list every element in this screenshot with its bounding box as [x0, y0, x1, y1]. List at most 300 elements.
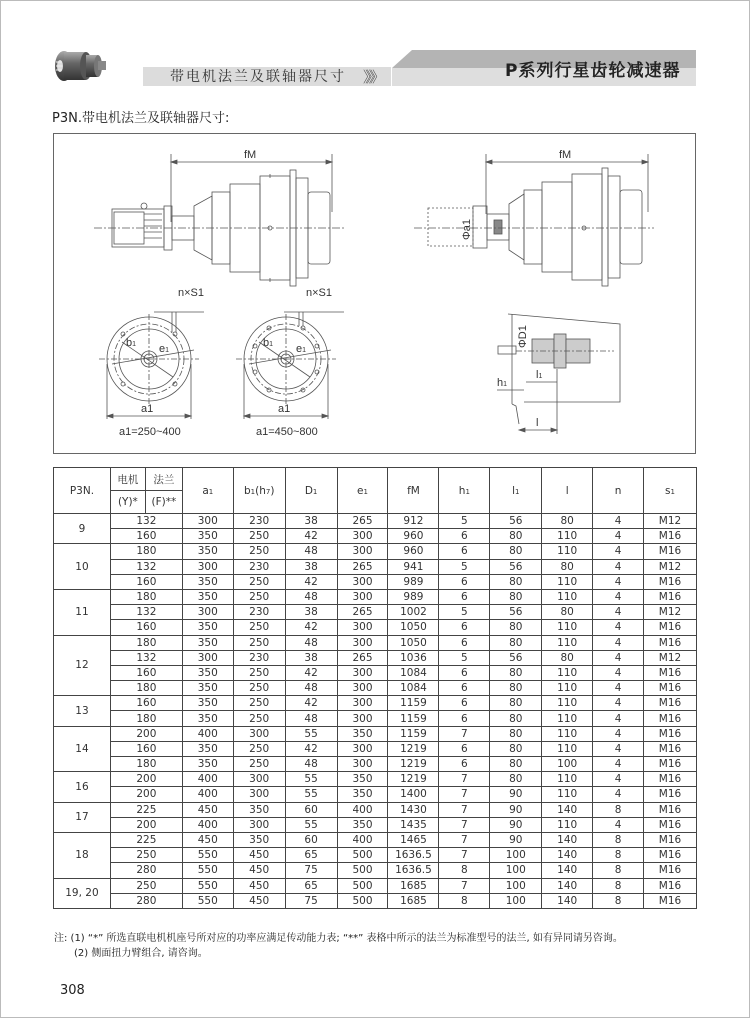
table-row: [54, 848, 697, 863]
value-cell: 350: [182, 589, 233, 604]
table-row: [54, 772, 697, 787]
b1-label-2: b1: [263, 337, 274, 349]
value-cell: 48: [285, 681, 337, 696]
value-cell: 42: [285, 620, 337, 635]
value-cell: 6: [439, 681, 490, 696]
value-cell: 5: [439, 514, 490, 529]
value-cell: 6: [439, 544, 490, 559]
value-cell: 4: [593, 757, 644, 772]
value-cell: 350: [337, 787, 388, 802]
motor-frame-cell: 225: [110, 832, 182, 847]
l1-label: l1: [536, 369, 543, 381]
header-e1: e1: [337, 468, 388, 514]
value-cell: 110: [542, 741, 593, 756]
value-cell: 80: [490, 681, 542, 696]
table-row: [54, 529, 697, 544]
value-cell: 60: [285, 832, 337, 847]
motor-frame-cell: 200: [110, 772, 182, 787]
value-cell: 75: [285, 863, 337, 878]
size-cell: 19, 20: [54, 878, 111, 908]
value-cell: 110: [542, 529, 593, 544]
value-cell: 350: [233, 832, 285, 847]
nxS1-label: n×S1: [178, 287, 204, 299]
value-cell: 4: [593, 574, 644, 589]
value-cell: 265: [337, 650, 388, 665]
value-cell: 500: [337, 848, 388, 863]
value-cell: 230: [233, 605, 285, 620]
table-row: [54, 559, 697, 574]
value-cell: 1159: [388, 711, 439, 726]
table-row: [54, 878, 697, 893]
size-cell: 17: [54, 802, 111, 832]
value-cell: 80: [490, 544, 542, 559]
value-cell: 550: [182, 848, 233, 863]
motor-frame-cell: 180: [110, 635, 182, 650]
planetary-gearbox-icon: [50, 44, 112, 86]
value-cell: 7: [439, 726, 490, 741]
value-cell: 5: [439, 559, 490, 574]
value-cell: 250: [233, 681, 285, 696]
range-large-label: a1=450~800: [256, 426, 318, 438]
h1-label: h1: [497, 377, 508, 389]
motor-frame-cell: 280: [110, 893, 182, 908]
motor-frame-cell: 180: [110, 711, 182, 726]
value-cell: 90: [490, 832, 542, 847]
value-cell: 80: [490, 529, 542, 544]
value-cell: 100: [490, 863, 542, 878]
table-row: [54, 574, 697, 589]
header-h1: h1: [439, 468, 490, 514]
value-cell: M16: [644, 787, 697, 802]
value-cell: 4: [593, 620, 644, 635]
value-cell: 450: [233, 878, 285, 893]
value-cell: 80: [490, 726, 542, 741]
value-cell: 48: [285, 711, 337, 726]
value-cell: M12: [644, 559, 697, 574]
value-cell: 110: [542, 635, 593, 650]
page-subtitle: P3N.带电机法兰及联轴器尺寸:: [52, 111, 230, 126]
value-cell: M16: [644, 620, 697, 635]
value-cell: 56: [490, 514, 542, 529]
value-cell: 350: [182, 711, 233, 726]
value-cell: 8: [593, 893, 644, 908]
size-cell: 16: [54, 772, 111, 802]
value-cell: 4: [593, 681, 644, 696]
gearbox-without-motor-drawing: [414, 149, 654, 286]
value-cell: 230: [233, 559, 285, 574]
motor-frame-cell: 160: [110, 696, 182, 711]
value-cell: 6: [439, 665, 490, 680]
value-cell: 6: [439, 620, 490, 635]
value-cell: 960: [388, 529, 439, 544]
header-b1: b1(h7): [233, 468, 285, 514]
value-cell: 265: [337, 559, 388, 574]
value-cell: 250: [233, 665, 285, 680]
value-cell: 4: [593, 665, 644, 680]
value-cell: 1050: [388, 635, 439, 650]
value-cell: M16: [644, 802, 697, 817]
value-cell: 400: [337, 802, 388, 817]
value-cell: 1636.5: [388, 848, 439, 863]
table-row: [54, 620, 697, 635]
motor-frame-cell: 200: [110, 787, 182, 802]
value-cell: 42: [285, 529, 337, 544]
motor-frame-cell: 280: [110, 863, 182, 878]
value-cell: 80: [490, 574, 542, 589]
value-cell: 48: [285, 544, 337, 559]
b1-label: b1: [126, 337, 137, 349]
value-cell: 110: [542, 681, 593, 696]
motor-frame-cell: 180: [110, 757, 182, 772]
value-cell: 300: [337, 589, 388, 604]
series-title: P系列行星齿轮减速器: [505, 61, 681, 81]
table-row: [54, 802, 697, 817]
value-cell: 1002: [388, 605, 439, 620]
motor-frame-cell: 180: [110, 681, 182, 696]
value-cell: 140: [542, 893, 593, 908]
value-cell: 110: [542, 787, 593, 802]
value-cell: 38: [285, 514, 337, 529]
e1-label: e1: [159, 343, 170, 355]
value-cell: M16: [644, 848, 697, 863]
coupling-section-drawing: [497, 314, 620, 434]
value-cell: 80: [542, 514, 593, 529]
table-header-row: [54, 468, 697, 491]
value-cell: M16: [644, 589, 697, 604]
value-cell: 80: [490, 757, 542, 772]
value-cell: M16: [644, 574, 697, 589]
value-cell: 7: [439, 802, 490, 817]
value-cell: 250: [233, 635, 285, 650]
value-cell: 265: [337, 514, 388, 529]
header-p3n: P3N.: [54, 468, 111, 514]
value-cell: 1159: [388, 696, 439, 711]
flange-view-large: [236, 287, 344, 438]
value-cell: 110: [542, 589, 593, 604]
value-cell: 250: [233, 757, 285, 772]
value-cell: 140: [542, 878, 593, 893]
table-row: [54, 650, 697, 665]
value-cell: 230: [233, 650, 285, 665]
value-cell: 1036: [388, 650, 439, 665]
note-2: (2) 侧面扭力臂组合, 请咨询。: [74, 948, 208, 959]
value-cell: 65: [285, 878, 337, 893]
table-row: [54, 514, 697, 529]
value-cell: 100: [542, 757, 593, 772]
value-cell: 140: [542, 848, 593, 863]
motor-frame-cell: 132: [110, 650, 182, 665]
value-cell: 7: [439, 817, 490, 832]
value-cell: 110: [542, 620, 593, 635]
value-cell: 38: [285, 559, 337, 574]
value-cell: 4: [593, 787, 644, 802]
table-row: [54, 757, 697, 772]
value-cell: 450: [182, 832, 233, 847]
value-cell: 300: [337, 757, 388, 772]
value-cell: M16: [644, 893, 697, 908]
value-cell: 4: [593, 544, 644, 559]
value-cell: 550: [182, 878, 233, 893]
value-cell: 7: [439, 832, 490, 847]
motor-frame-cell: 132: [110, 559, 182, 574]
value-cell: 5: [439, 605, 490, 620]
value-cell: 400: [337, 832, 388, 847]
value-cell: 350: [182, 681, 233, 696]
value-cell: 1084: [388, 665, 439, 680]
value-cell: 250: [233, 711, 285, 726]
value-cell: 250: [233, 741, 285, 756]
value-cell: 300: [337, 741, 388, 756]
value-cell: 4: [593, 772, 644, 787]
value-cell: 8: [593, 878, 644, 893]
value-cell: 6: [439, 711, 490, 726]
value-cell: 300: [337, 681, 388, 696]
value-cell: M16: [644, 863, 697, 878]
value-cell: 80: [490, 772, 542, 787]
size-cell: 13: [54, 696, 111, 726]
header-D1: D1: [285, 468, 337, 514]
value-cell: 140: [542, 802, 593, 817]
header-motor-top: 电机: [117, 473, 139, 486]
motor-frame-cell: 225: [110, 802, 182, 817]
value-cell: 80: [490, 741, 542, 756]
nxS1-label-2: n×S1: [306, 287, 332, 299]
motor-frame-cell: 250: [110, 878, 182, 893]
value-cell: 48: [285, 589, 337, 604]
value-cell: 100: [490, 848, 542, 863]
value-cell: 6: [439, 696, 490, 711]
value-cell: 912: [388, 514, 439, 529]
value-cell: 250: [233, 696, 285, 711]
value-cell: M12: [644, 514, 697, 529]
value-cell: 4: [593, 711, 644, 726]
value-cell: 56: [490, 605, 542, 620]
value-cell: M16: [644, 711, 697, 726]
value-cell: 48: [285, 757, 337, 772]
header-motor-bottom: (Y)*: [110, 491, 145, 514]
value-cell: 350: [182, 757, 233, 772]
value-cell: 42: [285, 574, 337, 589]
value-cell: 110: [542, 817, 593, 832]
value-cell: 500: [337, 878, 388, 893]
value-cell: M16: [644, 772, 697, 787]
value-cell: 350: [182, 544, 233, 559]
table-row: [54, 544, 697, 559]
value-cell: 1050: [388, 620, 439, 635]
value-cell: 6: [439, 635, 490, 650]
value-cell: M16: [644, 681, 697, 696]
dimension-drawing: [53, 133, 696, 454]
value-cell: 4: [593, 605, 644, 620]
value-cell: M16: [644, 635, 697, 650]
value-cell: 300: [337, 711, 388, 726]
section-title: 带电机法兰及联轴器尺寸: [170, 69, 346, 85]
motor-frame-cell: 200: [110, 726, 182, 741]
value-cell: 80: [490, 635, 542, 650]
value-cell: 48: [285, 635, 337, 650]
size-cell: 9: [54, 514, 111, 544]
value-cell: 4: [593, 650, 644, 665]
motor-frame-cell: 250: [110, 848, 182, 863]
table-row: [54, 817, 697, 832]
a1-label-2: a1: [278, 403, 291, 415]
table-row: [54, 726, 697, 741]
motor-frame-cell: 180: [110, 589, 182, 604]
value-cell: 110: [542, 711, 593, 726]
value-cell: 38: [285, 605, 337, 620]
notes: [54, 931, 623, 961]
header-flange-top: 法兰: [153, 473, 175, 486]
value-cell: 4: [593, 741, 644, 756]
value-cell: 8: [593, 863, 644, 878]
value-cell: 80: [542, 650, 593, 665]
value-cell: 60: [285, 802, 337, 817]
header-l1: l1: [490, 468, 542, 514]
value-cell: 500: [337, 893, 388, 908]
header-motor: [110, 468, 145, 491]
table-row: [54, 589, 697, 604]
value-cell: 8: [593, 802, 644, 817]
value-cell: 350: [182, 529, 233, 544]
value-cell: 7: [439, 878, 490, 893]
table-body: [54, 514, 697, 909]
motor-frame-cell: 200: [110, 817, 182, 832]
value-cell: 90: [490, 817, 542, 832]
value-cell: M16: [644, 696, 697, 711]
value-cell: 6: [439, 529, 490, 544]
table-row: [54, 711, 697, 726]
motor-frame-cell: 160: [110, 529, 182, 544]
value-cell: 55: [285, 726, 337, 741]
value-cell: 300: [233, 817, 285, 832]
value-cell: 56: [490, 650, 542, 665]
value-cell: 350: [182, 635, 233, 650]
value-cell: 110: [542, 726, 593, 741]
value-cell: 1219: [388, 741, 439, 756]
value-cell: 350: [337, 817, 388, 832]
value-cell: 6: [439, 741, 490, 756]
value-cell: 450: [233, 863, 285, 878]
flange-view-small: [99, 287, 204, 438]
value-cell: 500: [337, 863, 388, 878]
table-row: [54, 681, 697, 696]
size-cell: 12: [54, 635, 111, 696]
range-small-label: a1=250~400: [119, 426, 181, 438]
value-cell: 300: [233, 787, 285, 802]
value-cell: 4: [593, 817, 644, 832]
value-cell: 450: [233, 848, 285, 863]
value-cell: 90: [490, 802, 542, 817]
value-cell: 4: [593, 696, 644, 711]
value-cell: 140: [542, 863, 593, 878]
fM-label: fM: [244, 149, 257, 161]
value-cell: 4: [593, 726, 644, 741]
value-cell: M16: [644, 878, 697, 893]
value-cell: 1219: [388, 757, 439, 772]
motor-frame-cell: 132: [110, 605, 182, 620]
value-cell: 989: [388, 589, 439, 604]
value-cell: 1084: [388, 681, 439, 696]
phi-a1-label: Φa1: [461, 218, 473, 240]
phi-D1-label: ΦD1: [517, 325, 529, 348]
value-cell: 1465: [388, 832, 439, 847]
value-cell: 1159: [388, 726, 439, 741]
header-s1: s1: [644, 468, 697, 514]
motor-frame-cell: 160: [110, 574, 182, 589]
value-cell: 1685: [388, 878, 439, 893]
table-row: [54, 741, 697, 756]
value-cell: 100: [490, 893, 542, 908]
value-cell: 350: [182, 574, 233, 589]
value-cell: M16: [644, 757, 697, 772]
value-cell: 55: [285, 817, 337, 832]
value-cell: 80: [490, 696, 542, 711]
value-cell: 80: [490, 589, 542, 604]
value-cell: 75: [285, 893, 337, 908]
value-cell: 56: [490, 559, 542, 574]
value-cell: 400: [182, 772, 233, 787]
size-cell: 14: [54, 726, 111, 772]
table-row: [54, 863, 697, 878]
table-row: [54, 832, 697, 847]
value-cell: 550: [182, 893, 233, 908]
value-cell: 350: [233, 802, 285, 817]
table-row: [54, 605, 697, 620]
value-cell: 941: [388, 559, 439, 574]
value-cell: 1430: [388, 802, 439, 817]
l-label: l: [536, 417, 539, 429]
table-row: [54, 635, 697, 650]
value-cell: 55: [285, 787, 337, 802]
value-cell: 65: [285, 848, 337, 863]
value-cell: 300: [182, 514, 233, 529]
motor-frame-cell: 180: [110, 544, 182, 559]
value-cell: 300: [233, 726, 285, 741]
table-row: [54, 665, 697, 680]
value-cell: 4: [593, 529, 644, 544]
value-cell: 1400: [388, 787, 439, 802]
value-cell: 80: [542, 605, 593, 620]
value-cell: 300: [182, 605, 233, 620]
value-cell: 250: [233, 620, 285, 635]
value-cell: 4: [593, 589, 644, 604]
value-cell: 300: [182, 650, 233, 665]
table-row: [54, 787, 697, 802]
size-cell: 10: [54, 544, 111, 590]
value-cell: 300: [233, 772, 285, 787]
value-cell: 8: [593, 832, 644, 847]
value-cell: 400: [182, 726, 233, 741]
value-cell: 8: [439, 893, 490, 908]
header-flange-bottom: (F)**: [145, 491, 182, 514]
value-cell: 4: [593, 559, 644, 574]
header-fM: fM: [388, 468, 439, 514]
value-cell: 300: [337, 696, 388, 711]
value-cell: 110: [542, 574, 593, 589]
value-cell: 300: [337, 544, 388, 559]
value-cell: 4: [593, 635, 644, 650]
motor-frame-cell: 160: [110, 620, 182, 635]
value-cell: 80: [490, 665, 542, 680]
value-cell: 6: [439, 589, 490, 604]
value-cell: 350: [182, 620, 233, 635]
value-cell: M16: [644, 726, 697, 741]
value-cell: 350: [337, 726, 388, 741]
chevron-right-icon: 》》》: [363, 68, 382, 86]
value-cell: 300: [337, 665, 388, 680]
value-cell: M12: [644, 650, 697, 665]
e1-label-2: e1: [296, 343, 307, 355]
